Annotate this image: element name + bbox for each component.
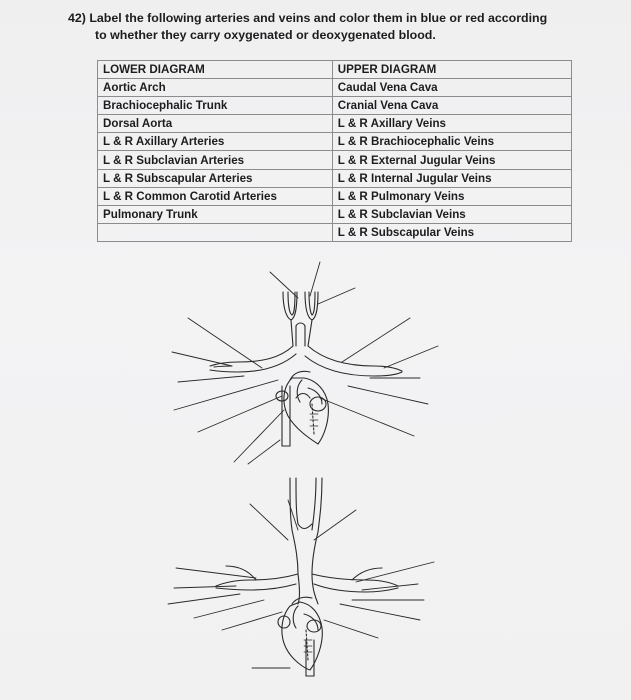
upper-caudal-vena-cava xyxy=(282,386,290,446)
upper-jugular-veins xyxy=(283,292,318,346)
upper-heart xyxy=(276,371,328,444)
upper-label: L & R Internal Jugular Veins xyxy=(332,169,571,187)
lower-artery-diagram xyxy=(168,478,434,676)
lower-label: L & R Axillary Arteries xyxy=(98,133,333,151)
upper-label: L & R Axillary Veins xyxy=(332,115,571,133)
upper-right-branches xyxy=(305,346,402,376)
lower-label: L & R Common Carotid Arteries xyxy=(98,187,333,205)
lower-heart xyxy=(278,597,322,670)
upper-label: L & R Subclavian Veins xyxy=(332,205,571,223)
lower-label: Brachiocephalic Trunk xyxy=(98,97,333,115)
upper-label: L & R Brachiocephalic Veins xyxy=(332,133,571,151)
lower-label: L & R Subclavian Arteries xyxy=(98,151,333,169)
upper-label: L & R Subscapular Veins xyxy=(332,223,571,241)
lower-carotid-arteries xyxy=(290,478,322,574)
upper-label: L & R Pulmonary Veins xyxy=(332,187,571,205)
upper-label: Cranial Vena Cava xyxy=(332,97,571,115)
question-line-2: to whether they carry oxygenated or deoxygenated blood. xyxy=(95,28,436,42)
lower-label: Aortic Arch xyxy=(98,79,333,97)
lower-right-branches xyxy=(312,568,398,592)
lower-label: Dorsal Aorta xyxy=(98,115,333,133)
lower-diagram-header: LOWER DIAGRAM xyxy=(98,61,333,79)
upper-left-branches xyxy=(210,346,296,372)
lower-label: L & R Subscapular Arteries xyxy=(98,169,333,187)
lower-label: Pulmonary Trunk xyxy=(98,205,333,223)
upper-label: L & R External Jugular Veins xyxy=(332,151,571,169)
upper-vein-diagram xyxy=(172,262,438,464)
upper-diagram-header: UPPER DIAGRAM xyxy=(332,61,571,79)
question-line-1: 42) Label the following arteries and veins and color them in blue or red according xyxy=(68,11,548,25)
upper-label: Caudal Vena Cava xyxy=(332,79,571,97)
